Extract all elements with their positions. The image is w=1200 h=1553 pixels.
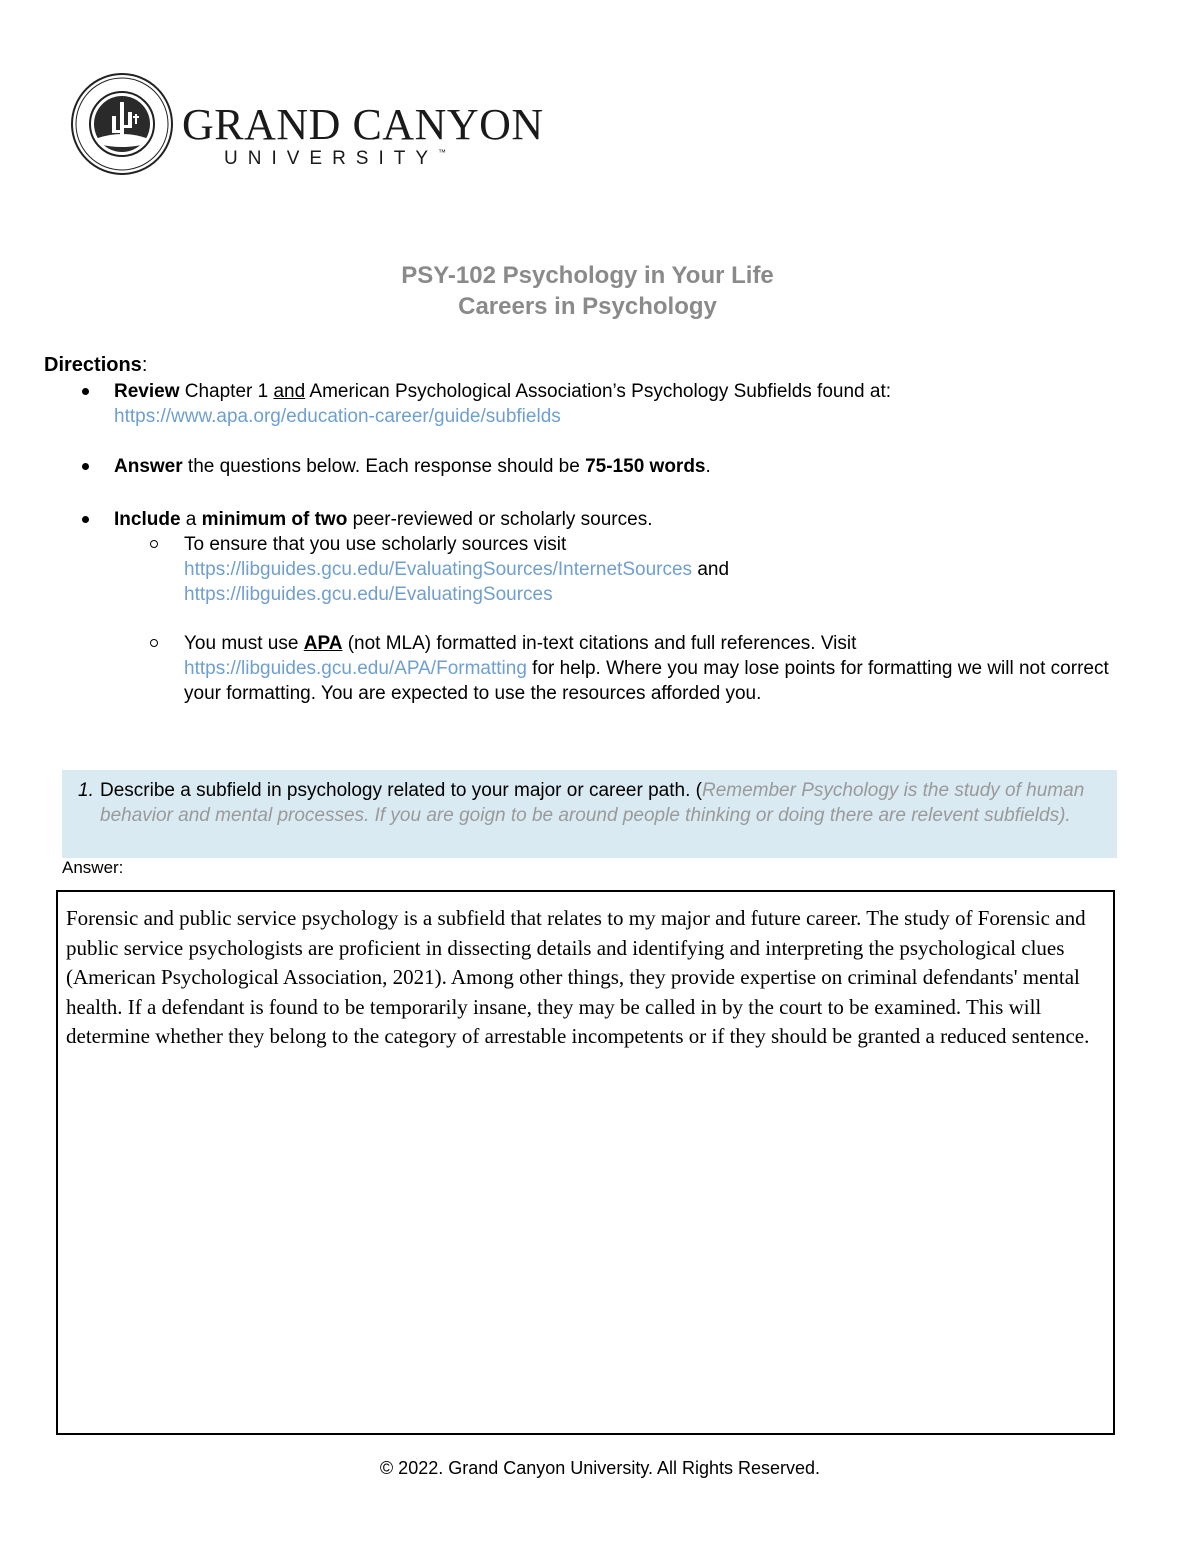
answer-box[interactable] <box>56 890 1115 1435</box>
directions-section <box>44 354 1144 706</box>
sub-scholarly-sources: To ensure that you use scholarly sources visit https://libguides.gcu.edu/EvaluatingSources/InternetSources and https://libguides.gcu.edu/EvaluatingSources <box>44 532 1144 607</box>
bullet-review: Review Chapter 1 and American Psychological Association’s Psychology Subfields found at: https://www.apa.org/education-career/guide/subfields <box>44 379 1144 429</box>
university-seal-icon <box>70 72 174 176</box>
question-1 <box>78 779 1098 828</box>
university-logo <box>70 72 550 178</box>
question-hint: Remember Psychology is the study of human behavior and mental processes. If you are goign to be around people thinking or doing there are relevent subfields). <box>100 780 1085 826</box>
university-subtitle: UNIVERSITY™ <box>224 148 447 169</box>
question-number: 1. <box>78 780 94 801</box>
answer-text: Forensic and public service psychology is a subfield that relates to my major and future career. The study of Forensic and public service psychologists are proficient in dissecting details and identifying and interpreting the psychological clues (American Psychological Association, 2021). Among other things, they provide expertise on criminal defendants' mental health. If a defendant is found to be temporarily insane, they may be called in by the court to be examined. This will determine whether they belong to the category of arrestable incompetents or if they should be granted a reduced sentence. <box>66 906 1090 1048</box>
footer-copyright: © 2022. Grand Canyon University. All Rights Reserved. <box>379 1458 821 1478</box>
sub-apa-format: You must use APA (not MLA) formatted in-text citations and full references. Visit https://libguides.gcu.edu/APA/Formatting for help. Where you may lose points for formatting we will not correct your formatting. You are expected to use the resources afforded you. <box>44 631 1144 706</box>
university-name: GRAND CANYON <box>182 100 544 149</box>
bullet-include: Include a minimum of two peer-reviewed or scholarly sources. <box>44 507 1144 532</box>
evaluating-sources-link[interactable]: https://libguides.gcu.edu/EvaluatingSources <box>184 584 553 605</box>
document-titles <box>0 260 1175 322</box>
question-text: Describe a subfield in psychology related to your major or career path. ( <box>100 780 702 801</box>
internet-sources-link[interactable]: https://libguides.gcu.edu/EvaluatingSources/InternetSources <box>184 559 693 580</box>
assignment-title: Careers in Psychology <box>458 293 717 320</box>
bullet-answer: Answer the questions below. Each response should be 75-150 words. <box>44 454 1144 479</box>
answer-label: Answer: <box>62 858 124 877</box>
directions-heading: Directions: <box>44 354 148 376</box>
apa-formatting-link[interactable]: https://libguides.gcu.edu/APA/Formatting <box>184 658 527 679</box>
apa-subfields-link[interactable]: https://www.apa.org/education-career/guide/subfields <box>114 406 561 427</box>
course-title: PSY-102 Psychology in Your Life <box>401 262 774 289</box>
